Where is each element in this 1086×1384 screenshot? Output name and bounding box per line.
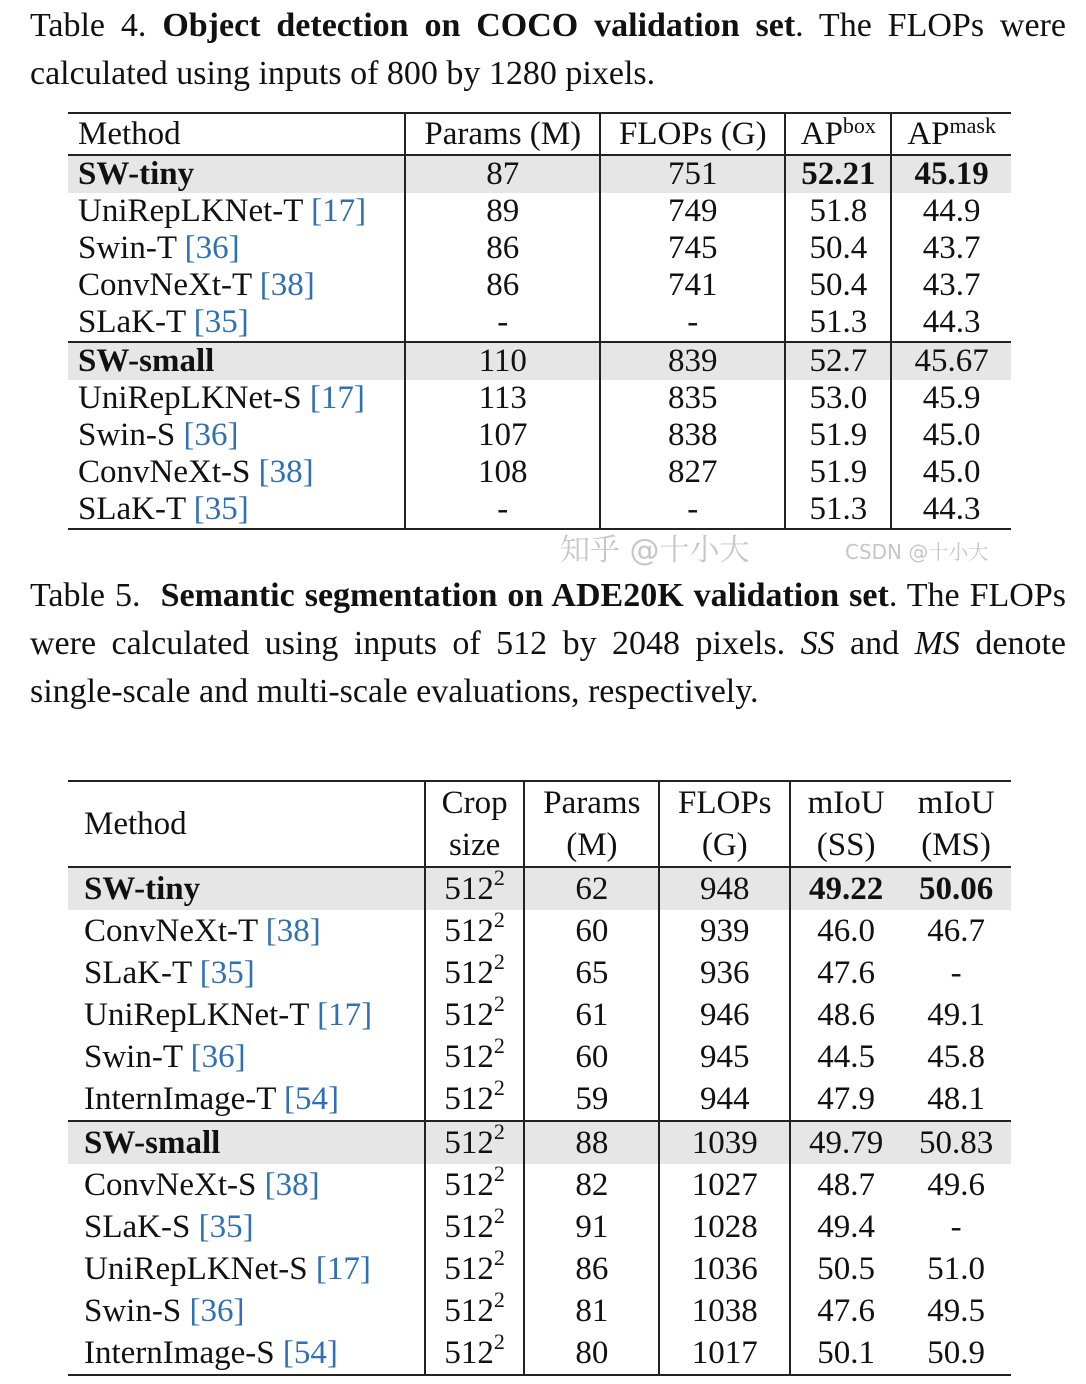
cell-params: 110 (405, 342, 600, 380)
header-apmask (891, 113, 1011, 155)
cell-flops: 939 (659, 910, 790, 952)
cell-method (68, 1078, 425, 1121)
cell-params: 89 (405, 193, 600, 230)
cell-method (68, 910, 425, 952)
citation-link[interactable]: [17] (315, 1251, 371, 1287)
cell-method (68, 1164, 425, 1206)
method-name: SW-small (84, 1125, 221, 1161)
table4-caption: Table 4. Object detection on COCO validation set. The FLOPs were calculated using inputs of 800 by 1280 pixels. (30, 7, 1066, 92)
cell-method (68, 304, 405, 342)
cell-crop: $512^2$ (425, 1036, 525, 1078)
method-name: InternImage-S (84, 1335, 283, 1371)
cell-method (68, 380, 405, 417)
cell-miou-ms: 46.7 (927, 913, 985, 949)
cell-miou-ss: 48.7 (790, 1164, 901, 1206)
method-name: SLaK-T (78, 304, 194, 340)
cell-method (68, 342, 405, 380)
table-row (68, 1036, 1011, 1078)
table-row (68, 1248, 1011, 1290)
header-crop: Crop size (425, 781, 525, 867)
cell-flops: 839 (600, 342, 785, 380)
table5 (68, 780, 1011, 1376)
cell-method (68, 1121, 425, 1164)
cell-miou-ss: 48.6 (790, 994, 901, 1036)
table-row (68, 1332, 1011, 1375)
header-method: Method (68, 781, 425, 867)
citation-link[interactable]: [38] (265, 913, 321, 949)
table-row (68, 230, 1011, 267)
cell-crop: $512^2$ (425, 1121, 525, 1164)
cell-params: 86 (524, 1248, 659, 1290)
cell-miou-ms: 49.1 (927, 997, 985, 1033)
method-name: UniRepLKNet-T (78, 193, 312, 229)
cell-params: 81 (524, 1290, 659, 1332)
method-name: SLaK-T (84, 955, 200, 991)
cell-apbox: 51.3 (785, 304, 891, 342)
cell-params: 80 (524, 1332, 659, 1375)
table-row (68, 267, 1011, 304)
cell-flops: 946 (659, 994, 790, 1036)
cell-params: - (405, 304, 600, 342)
cell-params: 86 (405, 267, 600, 304)
cell-flops: 749 (600, 193, 785, 230)
cell-miou-ms: 49.5 (927, 1293, 985, 1329)
cell-flops: 827 (600, 454, 785, 491)
cell-params: 113 (405, 380, 600, 417)
table-row (68, 454, 1011, 491)
cell-flops: 944 (659, 1078, 790, 1121)
cell-method (68, 230, 405, 267)
citation-link[interactable]: [54] (282, 1335, 338, 1371)
cell-flops: 1036 (659, 1248, 790, 1290)
cell-params: 88 (524, 1121, 659, 1164)
table-row (68, 193, 1011, 230)
method-name: UniRepLKNet-T (84, 997, 318, 1033)
header-flops: FLOPs (G) (600, 113, 785, 155)
method-name: SW-tiny (78, 156, 195, 192)
method-name: ConvNeXt-T (78, 267, 260, 303)
cell-miou-ms: 50.83 (901, 1121, 1011, 1164)
citation-link[interactable]: [38] (259, 267, 315, 303)
cell-method (68, 1036, 425, 1078)
cell-miou-ss: 49.22 (790, 867, 901, 910)
cell-method (68, 491, 405, 529)
cell-method (68, 994, 425, 1036)
header-params: Params (M) (524, 781, 659, 867)
method-name: UniRepLKNet-S (84, 1251, 316, 1287)
cell-crop: $512^2$ (425, 910, 525, 952)
table-row (68, 867, 1011, 910)
cell-miou-ss: 50.1 (790, 1332, 901, 1375)
cell-apmask: 45.0 (891, 417, 1011, 454)
method-name: SLaK-S (84, 1209, 199, 1245)
header-miou-ss: mIoU (SS) (790, 781, 901, 867)
header-flops: FLOPs (G) (659, 781, 790, 867)
table-row (68, 994, 1011, 1036)
cell-apmask: 43.7 (891, 267, 1011, 304)
method-name: UniRepLKNet-S (78, 380, 310, 416)
cell-miou-ss: 49.79 (790, 1121, 901, 1164)
cell-method (68, 1290, 425, 1332)
table-row (68, 380, 1011, 417)
cell-apmask: 44.3 (891, 491, 1011, 529)
citation-link[interactable]: [38] (264, 1167, 320, 1203)
table-row (68, 910, 1011, 952)
cell-apmask: 44.9 (891, 193, 1011, 230)
table-row (68, 155, 1011, 193)
cell-method (68, 417, 405, 454)
cell-miou-ss: 47.6 (790, 952, 901, 994)
table-row (68, 1078, 1011, 1121)
cell-crop: $512^2$ (425, 1332, 525, 1375)
table5-caption: Table 5. Semantic segmentation on ADE20K validation set. The FLOPs were calculated using inputs of 512 by 2048 pixels. SS and MS denote single-scale and multi-scale evaluations, respectively. (30, 577, 1066, 710)
method-name: ConvNeXt-S (78, 454, 259, 490)
cell-crop: $512^2$ (425, 1078, 525, 1121)
cell-params: 62 (524, 867, 659, 910)
cell-flops: 838 (600, 417, 785, 454)
cell-apmask: 45.19 (891, 155, 1011, 193)
table-row (68, 1121, 1011, 1164)
method-name: SW-small (78, 343, 215, 379)
cell-apmask: 43.7 (891, 230, 1011, 267)
watermark-zhihu: 知乎 @十小大 (560, 533, 750, 568)
cell-apbox: 52.7 (785, 342, 891, 380)
header-params: Params (M) (405, 113, 600, 155)
cell-method (68, 1332, 425, 1375)
cell-method (68, 155, 405, 193)
table-row (68, 952, 1011, 994)
cell-flops: 741 (600, 267, 785, 304)
citation-link[interactable]: [17] (311, 193, 367, 229)
header-apmask-sup: mask (949, 112, 996, 138)
method-name: SLaK-T (78, 491, 194, 527)
cell-flops: - (600, 491, 785, 529)
cell-miou-ms: - (950, 955, 962, 991)
citation-link[interactable]: [36] (190, 1039, 246, 1075)
cell-miou-ss: 46.0 (790, 910, 901, 952)
method-name: SW-tiny (84, 871, 201, 907)
cell-params: 60 (524, 1036, 659, 1078)
table4 (68, 112, 1011, 530)
method-name: ConvNeXt-S (84, 1167, 265, 1203)
cell-miou-ms: 45.8 (927, 1039, 985, 1075)
cell-method (68, 1206, 425, 1248)
cell-params: 65 (524, 952, 659, 994)
cell-params: 91 (524, 1206, 659, 1248)
cell-flops: 948 (659, 867, 790, 910)
method-name: Swin-S (84, 1293, 190, 1329)
cell-flops: 945 (659, 1036, 790, 1078)
header-method: Method (68, 113, 405, 155)
citation-link[interactable]: [38] (258, 454, 314, 490)
citation-link[interactable]: [36] (184, 230, 240, 266)
method-name: InternImage-T (84, 1081, 285, 1117)
cell-flops: 1038 (659, 1290, 790, 1332)
cell-apbox: 50.4 (785, 267, 891, 304)
cell-apbox: 52.21 (785, 155, 891, 193)
cell-params: - (405, 491, 600, 529)
cell-flops: 835 (600, 380, 785, 417)
citation-link[interactable]: [35] (198, 1209, 254, 1245)
cell-miou-ss: 47.6 (790, 1290, 901, 1332)
citation-link[interactable]: [54] (284, 1081, 340, 1117)
cell-miou-ms: 50.06 (901, 867, 1011, 910)
method-name: Swin-S (78, 417, 184, 453)
cell-params: 107 (405, 417, 600, 454)
citation-link[interactable]: [17] (317, 997, 373, 1033)
citation-link[interactable]: [36] (183, 417, 239, 453)
cell-crop: $512^2$ (425, 1290, 525, 1332)
cell-flops: 1027 (659, 1164, 790, 1206)
header-apbox (785, 113, 891, 155)
cell-crop: $512^2$ (425, 867, 525, 910)
cell-method (68, 454, 405, 491)
cell-apmask: 44.3 (891, 304, 1011, 342)
cell-flops: 751 (600, 155, 785, 193)
cell-crop: $512^2$ (425, 1248, 525, 1290)
cell-apbox: 51.9 (785, 417, 891, 454)
cell-miou-ms: 49.6 (927, 1167, 985, 1203)
method-name: Swin-T (78, 230, 185, 266)
cell-crop: $512^2$ (425, 994, 525, 1036)
table-row (68, 1164, 1011, 1206)
method-name: ConvNeXt-T (84, 913, 266, 949)
cell-params: 82 (524, 1164, 659, 1206)
table-row (68, 304, 1011, 342)
cell-apmask: 45.67 (891, 342, 1011, 380)
cell-apbox: 50.4 (785, 230, 891, 267)
cell-crop: $512^2$ (425, 952, 525, 994)
cell-flops: 1028 (659, 1206, 790, 1248)
cell-flops: 745 (600, 230, 785, 267)
cell-miou-ss: 47.9 (790, 1078, 901, 1121)
watermark-csdn: CSDN @十小大 (845, 540, 989, 564)
cell-params: 60 (524, 910, 659, 952)
citation-link[interactable]: [17] (309, 380, 365, 416)
table-row (68, 417, 1011, 454)
cell-params: 61 (524, 994, 659, 1036)
cell-flops: 1017 (659, 1332, 790, 1375)
cell-method (68, 867, 425, 910)
cell-flops: 1039 (659, 1121, 790, 1164)
table-row (68, 1290, 1011, 1332)
header-apbox-text: AP (800, 115, 843, 152)
cell-method (68, 267, 405, 304)
citation-link[interactable]: [35] (193, 491, 249, 527)
header-apbox-sup: box (842, 112, 876, 138)
table-row (68, 491, 1011, 529)
cell-apbox: 51.3 (785, 491, 891, 529)
cell-apbox: 51.9 (785, 454, 891, 491)
cell-flops: 936 (659, 952, 790, 994)
cell-apmask: 45.9 (891, 380, 1011, 417)
header-apmask-text: AP (907, 115, 950, 152)
cell-miou-ms: 50.9 (927, 1335, 985, 1371)
cell-apbox: 51.8 (785, 193, 891, 230)
table-row (68, 342, 1011, 380)
citation-link[interactable]: [35] (193, 304, 249, 340)
cell-apmask: 45.0 (891, 454, 1011, 491)
header-miou-ms: mIoU (MS) (901, 781, 1011, 867)
cell-method (68, 1248, 425, 1290)
cell-crop: $512^2$ (425, 1206, 525, 1248)
cell-params: 59 (524, 1078, 659, 1121)
cell-miou-ms: - (950, 1209, 962, 1245)
cell-flops: - (600, 304, 785, 342)
cell-miou-ms: 48.1 (927, 1081, 985, 1117)
method-name: Swin-T (84, 1039, 191, 1075)
cell-params: 87 (405, 155, 600, 193)
citation-link[interactable]: [36] (189, 1293, 245, 1329)
cell-crop: $512^2$ (425, 1164, 525, 1206)
cell-apbox: 53.0 (785, 380, 891, 417)
cell-method (68, 193, 405, 230)
cell-miou-ss: 50.5 (790, 1248, 901, 1290)
cell-method (68, 952, 425, 994)
table-row (68, 1206, 1011, 1248)
cell-params: 86 (405, 230, 600, 267)
citation-link[interactable]: [35] (199, 955, 255, 991)
cell-params: 108 (405, 454, 600, 491)
cell-miou-ss: 49.4 (790, 1206, 901, 1248)
cell-miou-ss: 44.5 (790, 1036, 901, 1078)
cell-miou-ms: 51.0 (927, 1251, 985, 1287)
